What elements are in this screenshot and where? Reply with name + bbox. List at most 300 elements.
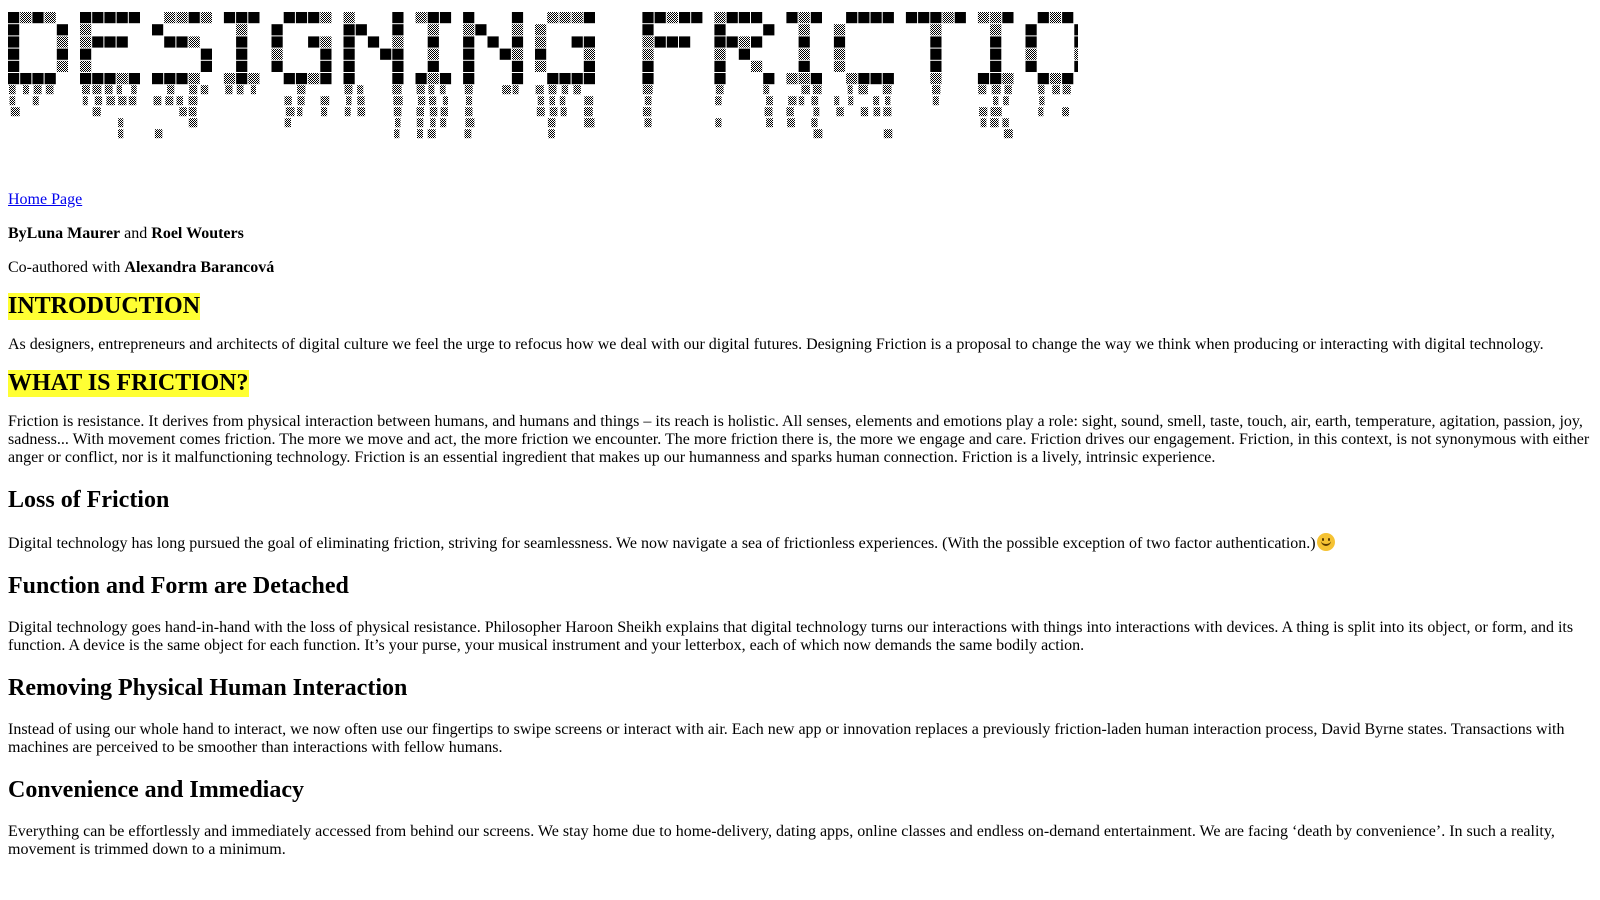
title-pixel <box>811 73 822 84</box>
title-pixel <box>104 36 115 47</box>
title-pixel <box>8 61 19 72</box>
title-pixel <box>380 49 391 60</box>
title-drip <box>345 107 351 116</box>
title-drip <box>1063 85 1071 94</box>
title-drip <box>765 107 773 116</box>
title-drip <box>440 85 446 94</box>
title-pixel <box>930 49 941 60</box>
convenience-heading: Convenience and Immediacy <box>8 777 304 803</box>
title-pixel <box>751 61 762 72</box>
home-page-link[interactable]: Home Page <box>8 191 83 208</box>
title-pixel <box>834 36 845 47</box>
title-drip <box>859 85 868 94</box>
title-drip <box>225 85 232 94</box>
title-pixel <box>1062 12 1073 23</box>
title-pixel <box>272 36 283 47</box>
title-pixel <box>248 73 259 84</box>
title-drip <box>1004 129 1013 138</box>
title-pixel <box>284 12 295 23</box>
title-drip <box>786 107 793 116</box>
title-drip <box>83 96 88 105</box>
title-pixel <box>475 24 486 35</box>
title-drip <box>10 96 16 105</box>
title-pixel <box>990 61 1001 72</box>
title-pixel <box>535 24 546 35</box>
title-pixel <box>763 73 774 84</box>
title-pixel <box>1026 49 1037 60</box>
title-pixel <box>846 12 857 23</box>
title-pixel <box>463 61 474 72</box>
title-pixel <box>152 73 163 84</box>
title-pixel <box>642 61 653 72</box>
title-drip <box>715 118 721 127</box>
title-pixel <box>1026 36 1037 47</box>
title-pixel <box>584 61 595 72</box>
title-drip <box>788 96 796 105</box>
title-drip <box>11 107 20 116</box>
title-pixel <box>117 73 128 84</box>
title-drip <box>191 118 197 127</box>
title-drip <box>237 85 244 94</box>
title-drip <box>538 96 544 105</box>
title-pixel <box>811 12 822 23</box>
title-drip <box>46 85 54 94</box>
title-pixel <box>655 36 666 47</box>
title-pixel <box>834 24 845 35</box>
what-heading: WHAT IS FRICTION? <box>8 370 249 396</box>
title-drip <box>1038 85 1044 94</box>
title-drip <box>549 96 555 105</box>
title-pixel <box>559 12 570 23</box>
title-drip <box>1002 118 1008 127</box>
title-pixel <box>344 73 355 84</box>
title-pixel <box>642 12 653 23</box>
title-drip <box>885 96 890 105</box>
title-pixel <box>955 12 966 23</box>
title-pixel <box>32 12 43 23</box>
title-pixel <box>978 12 989 23</box>
title-pixel <box>344 36 355 47</box>
byline-conjunction: and <box>120 225 152 242</box>
title-pixel <box>104 73 115 84</box>
title-drip <box>465 129 472 138</box>
title-pixel <box>978 73 989 84</box>
title-drip <box>883 107 891 116</box>
title-pixel <box>714 49 725 60</box>
title-drip <box>106 96 115 105</box>
title-pixel <box>799 49 810 60</box>
title-drip <box>167 85 174 94</box>
title-pixel <box>428 12 439 23</box>
title-pixel <box>344 24 355 35</box>
title-pixel <box>392 12 403 23</box>
title-pixel <box>440 12 451 23</box>
title-pixel <box>751 12 762 23</box>
title-drip <box>189 85 196 94</box>
title-pixel <box>714 12 725 23</box>
title-drip <box>1062 107 1069 116</box>
title-drip <box>357 96 364 105</box>
title-pixel <box>727 12 738 23</box>
function-heading: Function and Form are Detached <box>8 573 349 599</box>
loss-body-text: Digital technology has long pursued the goal of eliminating friction, striving for seamlessness. We now navigate a sea of frictionless experiences. (With the possible exception of two factor authentication.) <box>8 535 1316 552</box>
title-pixel <box>320 49 331 60</box>
title-pixel <box>463 36 474 47</box>
title-pixel <box>500 49 511 60</box>
title-pixel <box>547 12 558 23</box>
title-pixel <box>463 24 474 35</box>
title-drip <box>155 129 163 138</box>
byline <box>8 225 1592 243</box>
title-pixel <box>667 12 678 23</box>
title-drip <box>873 96 879 105</box>
title-pixel <box>176 36 187 47</box>
title-drip <box>417 118 424 127</box>
title-drip <box>95 96 102 105</box>
title-pixel <box>990 73 1001 84</box>
title-pixel <box>559 73 570 84</box>
title-pixel <box>164 73 175 84</box>
title-pixel <box>990 49 1001 60</box>
title-pixel <box>512 36 523 47</box>
title-pixel <box>512 49 523 60</box>
title-pixel <box>236 36 247 47</box>
title-drip <box>297 85 305 94</box>
title-pixel <box>440 73 451 84</box>
title-pixel <box>512 12 523 23</box>
title-pixel <box>930 61 941 72</box>
title-drip <box>586 107 591 116</box>
title-drip <box>131 85 137 94</box>
title-pixel <box>308 73 319 84</box>
title-pixel <box>236 73 247 84</box>
title-drip <box>848 85 853 94</box>
title-pixel <box>930 24 941 35</box>
title-pixel <box>272 49 283 60</box>
title-drip <box>502 85 511 94</box>
title-drip <box>836 107 844 116</box>
title-pixel <box>296 12 307 23</box>
title-drip <box>933 96 939 105</box>
title-pixel <box>284 73 295 84</box>
title-drip <box>9 85 15 94</box>
title-pixel <box>80 36 91 47</box>
removing-body: Instead of using our whole hand to interact, we now often use our fingertips to swipe screens or interact with air. Each new app or innovation replaces a previously friction-laden human interaction process, David Byrne states. Transactions with machines are perceived to be smoother than interactions with fellow humans. <box>8 721 1565 756</box>
title-drip <box>991 107 1000 116</box>
title-pixel <box>714 24 725 35</box>
title-drip <box>813 107 819 116</box>
title-pixel <box>642 49 653 60</box>
title-pixel <box>679 12 690 23</box>
title-drip <box>801 85 810 94</box>
title-pixel <box>739 49 750 60</box>
title-drip <box>466 96 472 105</box>
title-pixel <box>642 73 653 84</box>
title-drip <box>93 107 101 116</box>
title-pixel <box>691 12 702 23</box>
title-drip <box>118 129 123 138</box>
title-drip <box>105 85 113 94</box>
title-drip <box>1003 96 1009 105</box>
title-pixel <box>32 73 43 84</box>
loss-heading: Loss of Friction <box>8 487 170 513</box>
title-pixel <box>416 12 427 23</box>
title-drip <box>189 107 196 116</box>
title-pixel <box>786 12 797 23</box>
title-drip <box>345 85 352 94</box>
intro-body: As designers, entrepreneurs and architects of digital culture we feel the urge to refocus how we deal with our digital futures. Designing Friction is a proposal to change the way we think when producing or interacting with digital technology. <box>8 336 1544 353</box>
title-drip <box>874 107 881 116</box>
title-pixel <box>57 36 68 47</box>
title-pixel <box>512 61 523 72</box>
title-pixel <box>858 73 869 84</box>
title-pixel <box>57 49 68 60</box>
title-pixel <box>80 24 91 35</box>
title-pixel <box>201 12 212 23</box>
title-drip <box>417 107 425 116</box>
title-pixel <box>799 24 810 35</box>
title-drip <box>811 96 817 105</box>
title-pixel <box>584 49 595 60</box>
title-drip <box>23 85 29 94</box>
title-pixel <box>20 12 31 23</box>
title-pixel <box>584 12 595 23</box>
title-pixel <box>930 12 941 23</box>
title-drip <box>584 118 591 127</box>
home-nav <box>8 191 1592 209</box>
title-drip <box>548 118 556 127</box>
title-drip <box>428 85 434 94</box>
title-drip <box>848 96 853 105</box>
title-pixel <box>655 12 666 23</box>
title-pixel <box>512 24 523 35</box>
author-1: Luna Maurer <box>26 225 121 242</box>
title-drip <box>417 85 425 94</box>
title-drip <box>441 107 448 116</box>
title-drip <box>285 96 292 105</box>
title-pixel <box>344 12 355 23</box>
title-pixel <box>236 24 247 35</box>
title-pixel <box>224 73 235 84</box>
title-pixel <box>1026 61 1037 72</box>
title-drip <box>357 85 363 94</box>
title-drip <box>285 118 291 127</box>
title-drip <box>465 107 472 116</box>
title-pixel <box>799 61 810 72</box>
title-pixel <box>80 73 91 84</box>
author-2: Roel Wouters <box>151 225 244 242</box>
title-drip <box>418 96 425 105</box>
title-pixel <box>584 73 595 84</box>
title-drip <box>562 85 568 94</box>
title-pixel <box>463 73 474 84</box>
title-pixel <box>57 24 68 35</box>
title-pixel <box>1002 12 1013 23</box>
title-drip <box>548 129 555 138</box>
title-drip <box>766 96 773 105</box>
coauthor-prefix: Co-authored with <box>8 259 125 276</box>
coauthor-name: Alexandra Barancová <box>124 259 275 276</box>
title-pixel <box>714 36 725 47</box>
title-pixel <box>356 24 367 35</box>
title-drip <box>393 85 400 94</box>
title-pixel <box>392 49 403 60</box>
title-drip <box>537 107 545 116</box>
title-pixel <box>272 61 283 72</box>
title-drip <box>118 96 126 105</box>
byline-prefix: By <box>8 225 27 242</box>
title-drip <box>645 96 652 105</box>
title-pixel <box>428 73 439 84</box>
title-drip <box>82 85 90 94</box>
title-pixel <box>930 73 941 84</box>
title-pixel <box>152 24 163 35</box>
title-drip <box>430 107 438 116</box>
intro-section <box>8 293 1592 320</box>
title-pixel <box>834 49 845 60</box>
title-drip <box>358 107 366 116</box>
title-pixel <box>1074 49 1078 60</box>
title-drip <box>549 85 557 94</box>
title-drip <box>1004 85 1011 94</box>
title-pixel <box>871 73 882 84</box>
title-drip <box>346 96 351 105</box>
title-drip <box>201 85 208 94</box>
title-pixel <box>990 12 1001 23</box>
title-drip <box>799 96 804 105</box>
title-pixel <box>535 61 546 72</box>
coauthor-line <box>8 259 1592 277</box>
title-pixel <box>786 73 797 84</box>
title-pixel <box>320 61 331 72</box>
title-pixel <box>92 73 103 84</box>
title-pixel <box>714 73 725 84</box>
title-pixel <box>189 12 200 23</box>
title-pixel <box>392 36 403 47</box>
title-pixel <box>1074 61 1078 72</box>
title-drip <box>575 85 581 94</box>
title-pixel <box>189 73 200 84</box>
title-pixel <box>727 36 738 47</box>
what-body: Friction is resistance. It derives from physical interaction between humans, and humans and things – its reach is holistic. All senses, elements and emotions play a role: sight, sound, smell, taste, touch, air, earth, temperature, agitation, passion, joy, sadness... With movement comes friction. The more we move and act, the more friction we encounter. The more friction there is, the more we engage and care. Friction drives our engagement. Friction, in this context, is not synonymous with either anger or conflict, nor is it malfunctioning technology. Friction is an essential ingredient that makes up our humanness and sparks human connection. Friction is a lively, intrinsic experience. <box>8 413 1590 466</box>
title-pixel <box>80 49 91 60</box>
title-drip <box>251 85 256 94</box>
title-drip <box>177 96 184 105</box>
title-drip <box>883 85 892 94</box>
title-drip <box>443 96 448 105</box>
title-drip <box>286 107 295 116</box>
title-drip <box>978 85 986 94</box>
title-drip <box>643 107 651 116</box>
title-pixel <box>392 73 403 84</box>
title-pixel <box>667 36 678 47</box>
title-drip <box>981 118 987 127</box>
title-drip <box>297 107 302 116</box>
title-pixel <box>248 12 259 23</box>
title-pixel <box>8 36 19 47</box>
title-drip <box>992 85 999 94</box>
title-pixel <box>236 61 247 72</box>
title-pixel <box>918 12 929 23</box>
article-content <box>8 191 1592 859</box>
loss-body <box>8 533 1592 553</box>
title-drip <box>117 85 122 94</box>
title-pixel <box>117 36 128 47</box>
title-pixel <box>463 12 474 23</box>
title-pixel <box>883 73 894 84</box>
title-pixel <box>92 12 103 23</box>
title-pixel <box>512 73 523 84</box>
title-drip <box>430 118 435 127</box>
title-pixel <box>45 73 56 84</box>
title-pixel <box>320 36 331 47</box>
title-pixel <box>799 73 810 84</box>
title-pixel <box>8 49 19 60</box>
title-pixel <box>1074 36 1078 47</box>
title-drip <box>34 85 42 94</box>
title-pixel <box>990 36 1001 47</box>
title-drip <box>165 96 173 105</box>
title-pixel <box>930 36 941 47</box>
title-pixel <box>117 12 128 23</box>
title-pixel <box>1050 73 1061 84</box>
title-pixel <box>308 12 319 23</box>
title-pixel <box>80 61 91 72</box>
title-pixel <box>392 61 403 72</box>
title-pixel <box>201 49 212 60</box>
title-pixel <box>679 36 690 47</box>
title-pixel <box>164 12 175 23</box>
title-pixel <box>642 36 653 47</box>
title-pixel <box>1038 73 1049 84</box>
title-drip <box>884 129 893 138</box>
title-pixel <box>201 61 212 72</box>
title-drip <box>394 129 399 138</box>
title-pixel <box>1050 12 1061 23</box>
title-drip <box>932 85 937 94</box>
title-drip <box>811 118 817 127</box>
title-drip <box>763 85 769 94</box>
title-pixel <box>176 12 187 23</box>
title-pixel <box>428 61 439 72</box>
title-pixel <box>45 12 56 23</box>
title-pixel <box>189 36 200 47</box>
title-pixel <box>80 12 91 23</box>
title-drip <box>645 118 652 127</box>
title-drip <box>550 107 558 116</box>
removing-heading: Removing Physical Human Interaction <box>8 675 408 701</box>
title-pixel <box>943 12 954 23</box>
title-drip <box>716 85 723 94</box>
title-drip <box>428 129 436 138</box>
title-pixel <box>224 12 235 23</box>
title-pixel <box>1002 73 1013 84</box>
title-pixel <box>236 12 247 23</box>
title-pixel <box>883 12 894 23</box>
title-pixel <box>416 73 427 84</box>
title-drip <box>560 96 566 105</box>
title-drip <box>33 96 39 105</box>
title-pixel <box>799 12 810 23</box>
title-drip <box>417 129 423 138</box>
title-pixel <box>92 36 103 47</box>
title-pixel <box>990 24 1001 35</box>
title-drip <box>429 96 436 105</box>
title-pixel <box>8 12 19 23</box>
title-drip <box>813 85 822 94</box>
title-drip <box>118 118 123 127</box>
function-body: Digital technology goes hand-in-hand with the loss of physical resistance. Philosopher Haroon Sheikh explains that digital technology turns our interactions with things into interactions with devices. A thing is split into its object, or form, and its function. A device is the same object for each function. It’s your purse, your musical instrument and your letterbox, each of which now demands the same bodily action. <box>8 619 1574 654</box>
